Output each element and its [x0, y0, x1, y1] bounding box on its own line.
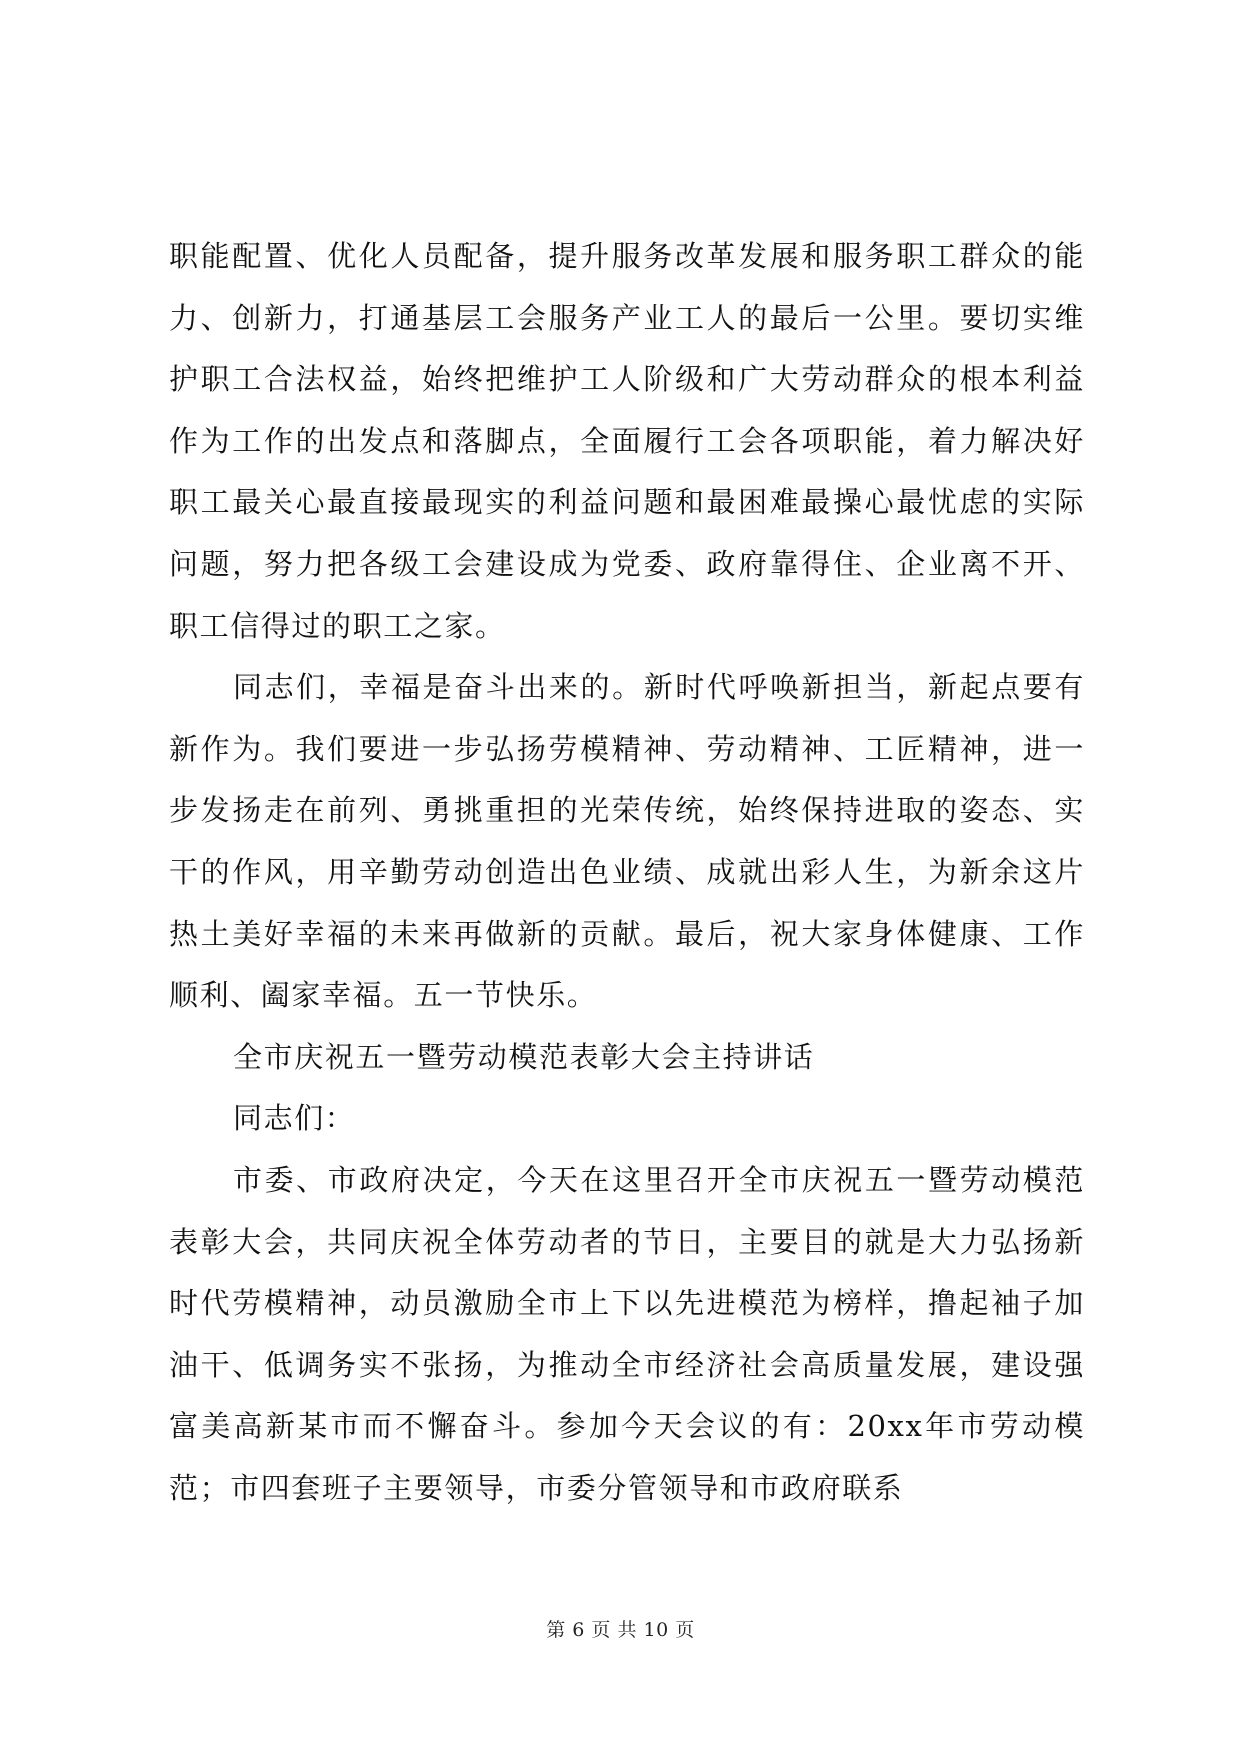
- document-body: [169, 226, 1085, 1519]
- paragraph-2: 同志们，幸福是奋斗出来的。新时代呼唤新担当，新起点要有新作为。我们要进一步弘扬劳模精神、劳动精神、工匠精神，进一步发扬走在前列、勇挑重担的光荣传统，始终保持进取的姿态、实干的作风，用辛勤劳动创造出色业绩、成就出彩人生，为新余这片热土美好幸福的未来再做新的贡献。最后，祝大家身体健康、工作顺利、阖家幸福。五一节快乐。: [169, 670, 1085, 1013]
- paragraph-5: 市委、市政府决定，今天在这里召开全市庆祝五一暨劳动模范表彰大会，共同庆祝全体劳动者的节日，主要目的就是大力弘扬新时代劳模精神，动员激励全市上下以先进模范为榜样，撸起袖子加油干、低调务实不张扬，为推动全市经济社会高质量发展，建设强富美高新某市而不懈奋斗。参加今天会议的有：20xx年市劳动模范；市四套班子主要领导，市委分管领导和市政府联系: [169, 1162, 1085, 1505]
- paragraph-1: 职能配置、优化人员配备，提升服务改革发展和服务职工群众的能力、创新力，打通基层工会服务产业工人的最后一公里。要切实维护职工合法权益，始终把维护工人阶级和广大劳动群众的根本利益作为工作的出发点和落脚点，全面履行工会各项职能，着力解决好职工最关心最直接最现实的利益问题和最困难最操心最忧虑的实际问题，努力把各级工会建设成为党委、政府靠得住、企业离不开、职工信得过的职工之家。: [169, 239, 1085, 643]
- section-title: 全市庆祝五一暨劳动模范表彰大会主持讲话: [233, 1039, 815, 1074]
- page-footer: 第 6 页 共 10 页: [546, 1619, 695, 1641]
- salutation: 同志们：: [233, 1101, 356, 1136]
